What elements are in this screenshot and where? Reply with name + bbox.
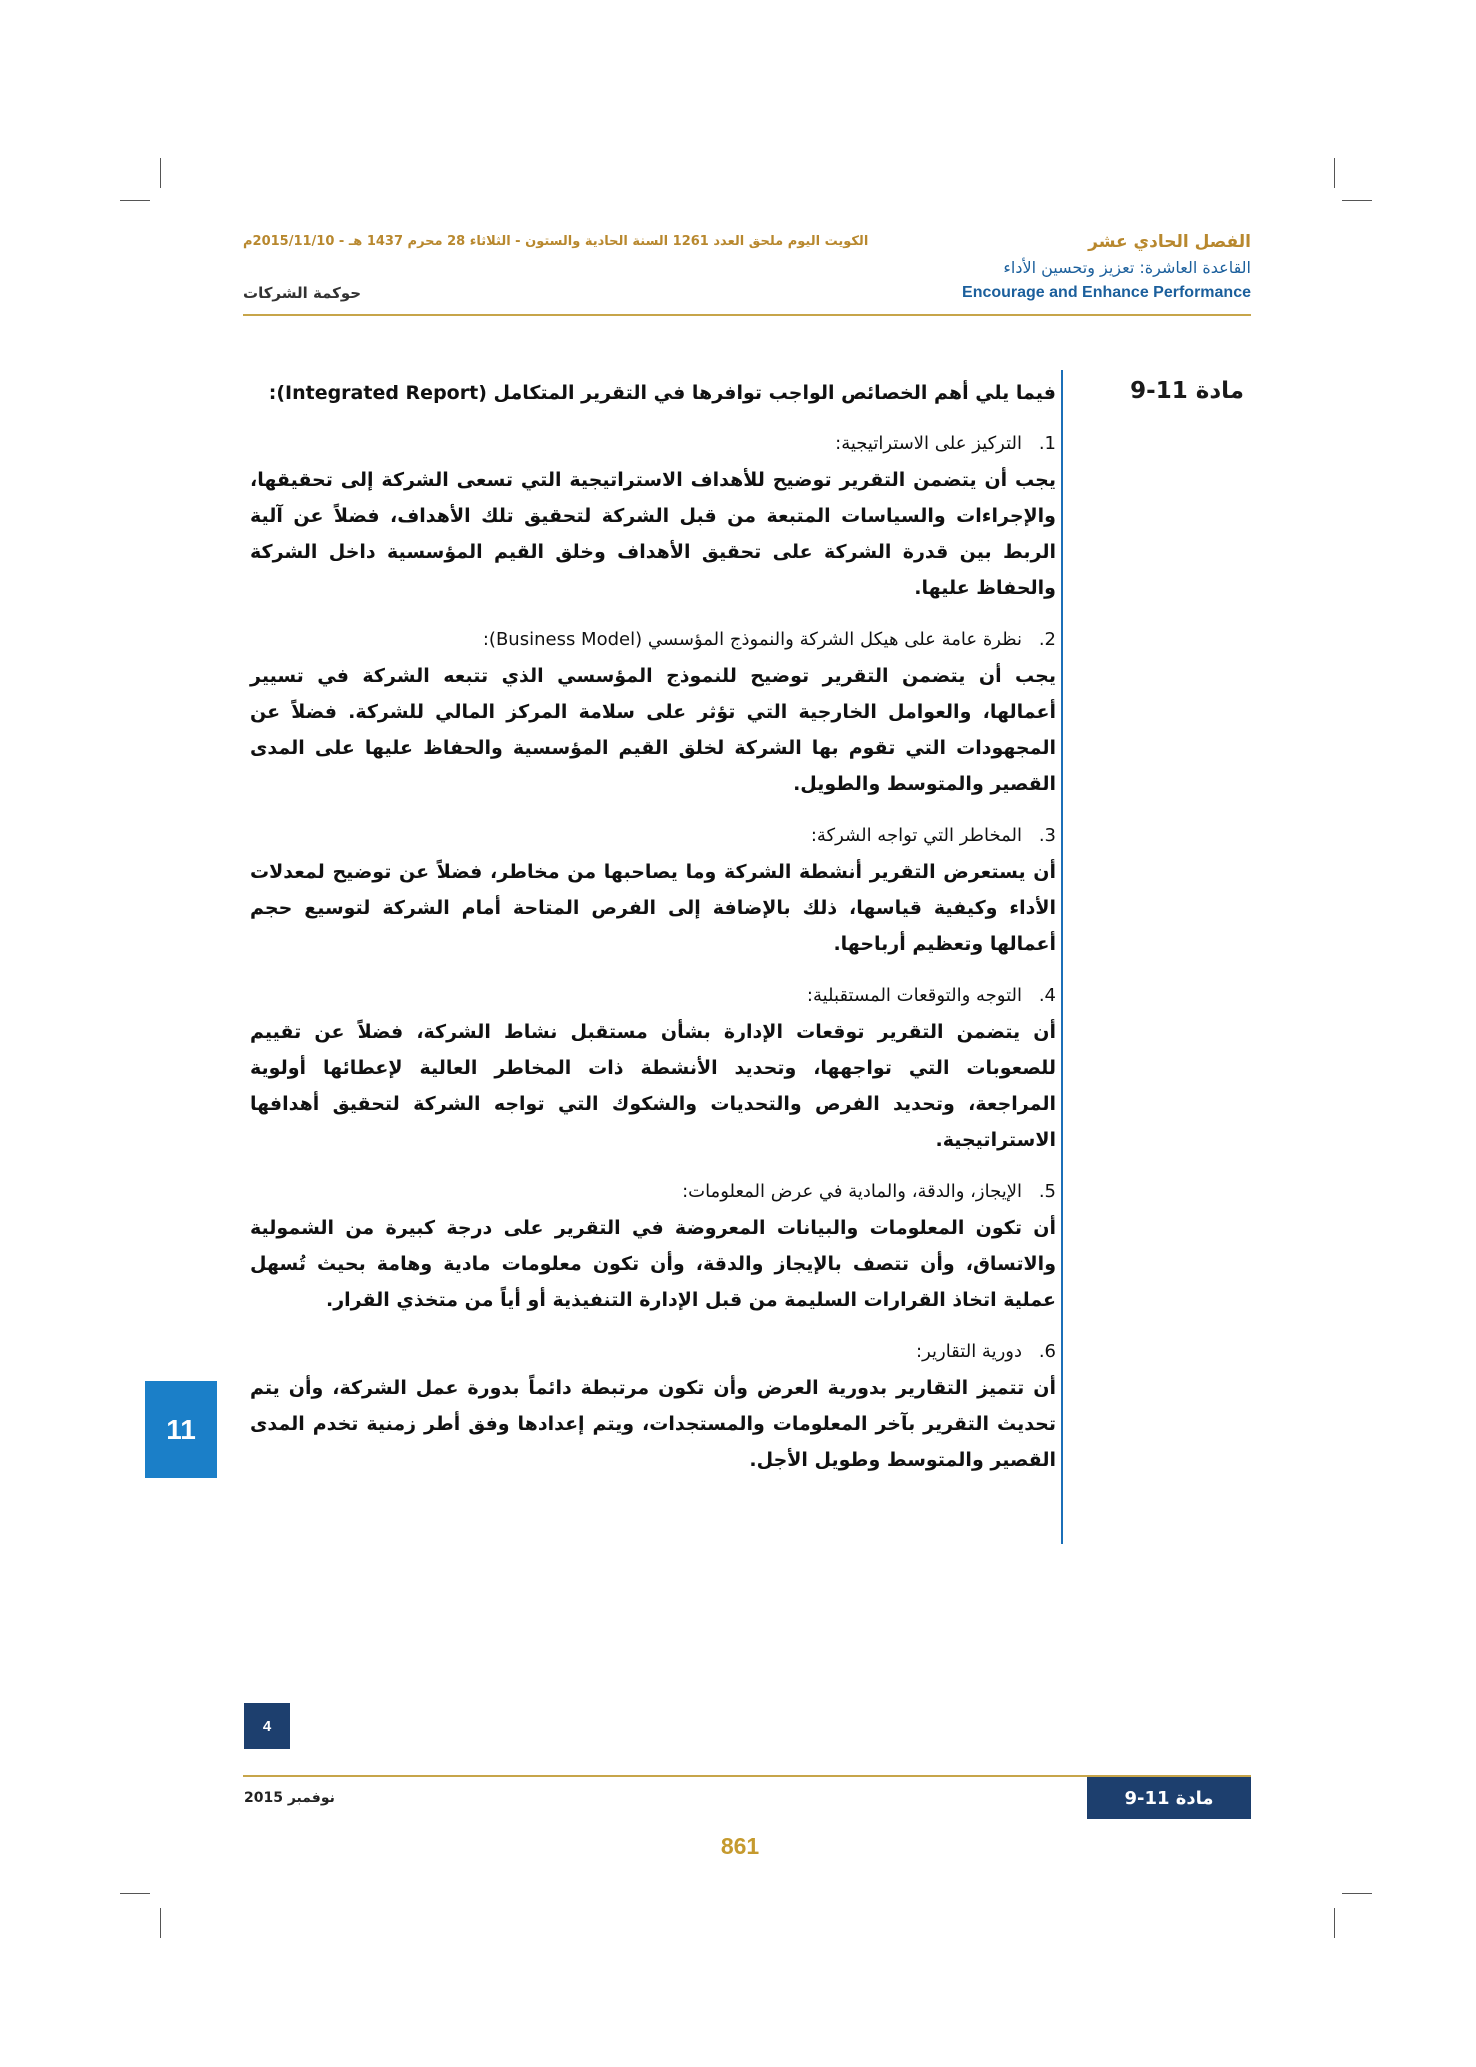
item-number: 4. xyxy=(1038,985,1056,1006)
list-item xyxy=(250,426,1056,606)
crop-mark xyxy=(1334,1908,1335,1938)
item-body: يجب أن يتضمن التقرير توضيح للأهداف الاستراتيجية التي تسعى الشركة إلى تحقيقها، والإجراءات والسياسات المتبعة من قبل الشركة لتحقيق تلك الأهداف، فضلاً عن آلية الربط بين قدرة الشركة على تحقيق الأهداف وخلق القيم المؤسسية داخل الشركة والحفاظ عليها. xyxy=(250,469,1056,599)
item-title: المخاطر التي تواجه الشركة: xyxy=(810,825,1022,846)
crop-mark xyxy=(120,1893,150,1894)
crop-mark xyxy=(160,158,161,188)
list-item xyxy=(250,1334,1056,1478)
footer-date: نوفمبر 2015 xyxy=(244,1790,335,1806)
rule-title-arabic: القاعدة العاشرة: تعزيز وتحسين الأداء xyxy=(1003,258,1251,277)
item-title: التوجه والتوقعات المستقبلية: xyxy=(806,985,1022,1006)
item-title: التركيز على الاستراتيجية: xyxy=(835,433,1022,454)
item-body: أن يتضمن التقرير توقعات الإدارة بشأن مستقبل نشاط الشركة، فضلاً عن تقييم للصعوبات التي تواجهها، وتحديد الأنشطة ذات المخاطر العالية لإعطائها أولوية المراجعة، وتحديد الفرص والتحديات والشكوك التي تواجه الشركة لتحقيق أهدافها الاستراتيجية. xyxy=(250,1021,1056,1151)
chapter-tab: 11 xyxy=(145,1381,217,1478)
item-title: دورية التقارير: xyxy=(916,1341,1022,1362)
item-body: أن يستعرض التقرير أنشطة الشركة وما يصاحبها من مخاطر، فضلاً عن توضيح لمعدلات الأداء وكيفية قياسها، ذلك بالإضافة إلى الفرص المتاحة أمام الشركة لتوسيع حجم أعمالها وتعظيم أرباحها. xyxy=(250,861,1056,955)
folio-number: 861 xyxy=(720,1833,760,1859)
item-number: 3. xyxy=(1038,825,1056,846)
item-body: يجب أن يتضمن التقرير توضيح للنموذج المؤسسي الذي تتبعه الشركة في تسيير أعمالها، والعوامل الخارجية التي تؤثر على سلامة المركز المالي للشركة. فضلاً عن المجهودات التي تقوم بها الشركة لخلق القيم المؤسسية والحفاظ عليها على المدى القصير والمتوسط والطويل. xyxy=(250,665,1056,795)
item-number: 2. xyxy=(1038,629,1056,650)
item-number: 5. xyxy=(1038,1181,1056,1202)
page-number-box: 4 xyxy=(244,1703,290,1749)
crop-mark xyxy=(1334,158,1335,188)
section-title: حوكمة الشركات xyxy=(243,284,362,302)
article-label: مادة 11-9 xyxy=(1130,378,1244,404)
rule-title-english: Encourage and Enhance Performance xyxy=(962,284,1251,301)
crop-mark xyxy=(160,1908,161,1938)
list-item xyxy=(250,978,1056,1158)
header-divider xyxy=(243,314,1251,316)
item-body: أن تتميز التقارير بدورية العرض وأن تكون مرتبطة دائماً بدورة عمل الشركة، وأن يتم تحديث التقرير بآخر المعلومات والمستجدات، ويتم إعدادها وفق أطر زمنية تخدم المدى القصير والمتوسط وطويل الأجل. xyxy=(250,1377,1056,1471)
page-header xyxy=(243,228,1251,316)
item-title: الإيجاز، والدقة، والمادية في عرض المعلومات: xyxy=(682,1181,1022,1202)
list-item xyxy=(250,818,1056,962)
footer-article-label: مادة 11-9 xyxy=(1087,1777,1251,1819)
item-title: نظرة عامة على هيكل الشركة والنموذج المؤسسي (Business Model): xyxy=(482,629,1022,650)
crop-mark xyxy=(120,200,150,201)
article-intro: فيما يلي أهم الخصائص الواجب توافرها في التقرير المتكامل (Integrated Report): xyxy=(268,382,1056,404)
item-number: 1. xyxy=(1038,433,1056,454)
crop-mark xyxy=(1342,200,1372,201)
item-number: 6. xyxy=(1038,1341,1056,1362)
article-divider xyxy=(1061,370,1063,1544)
item-body: أن تكون المعلومات والبيانات المعروضة في التقرير على درجة كبيرة من الشمولية والاتساق، وأن تتصف بالإيجاز والدقة، وأن تكون معلومات مادية وهامة بحيث تُسهل عملية اتخاذ القرارات السليمة من قبل الإدارة التنفيذية أو أياً من متخذي القرار. xyxy=(250,1217,1056,1311)
chapter-title: الفصل الحادي عشر xyxy=(1088,232,1251,252)
list-item xyxy=(250,1174,1056,1318)
crop-mark xyxy=(1342,1893,1372,1894)
list-item xyxy=(250,622,1056,802)
article-content xyxy=(250,378,1056,1494)
gazette-reference: الكويت اليوم ملحق العدد 1261 السنة الحادية والستون - الثلاثاء 28 محرم 1437 هـ - 2015/11/10م xyxy=(243,234,869,249)
